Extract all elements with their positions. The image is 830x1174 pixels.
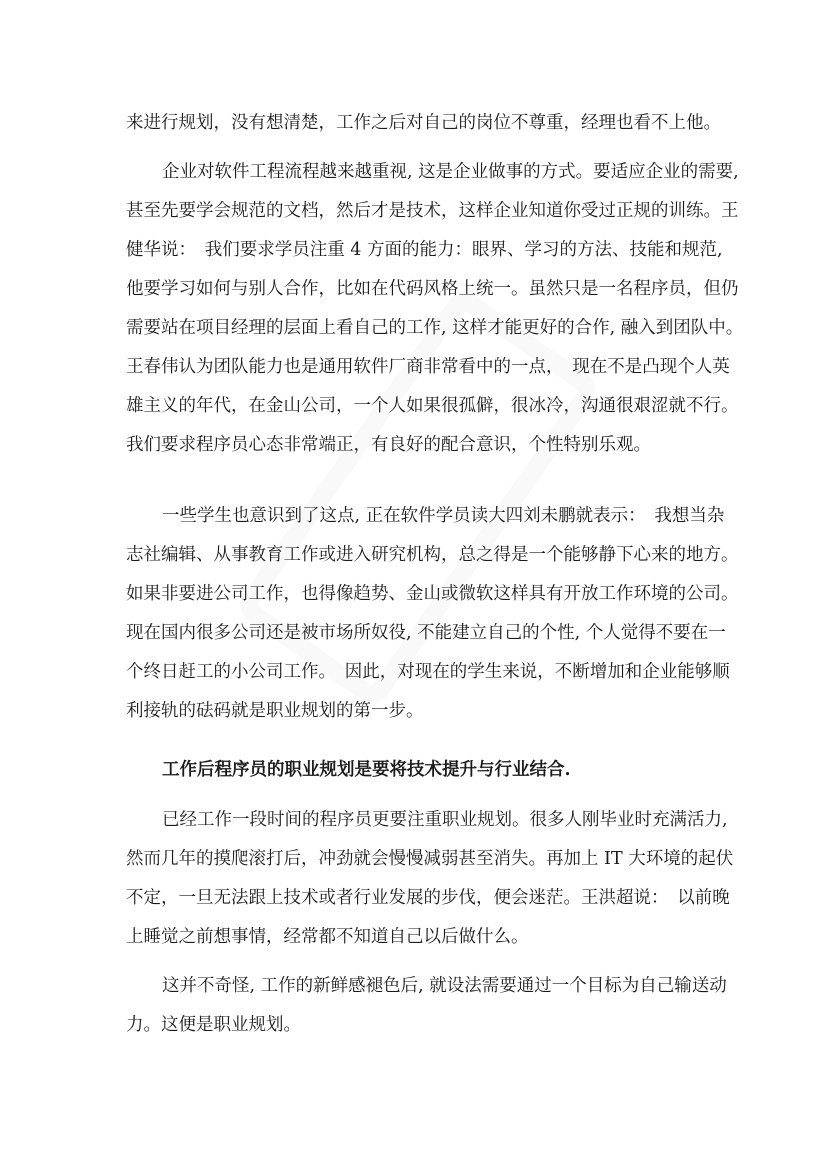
text-line: 工作后程序员的职业规划是要将技术提升与行业结合. xyxy=(162,760,571,780)
text-line: 已经工作一段时间的程序员更要注重职业规划。很多人刚毕业时充满活力, xyxy=(162,810,728,830)
text-line: 志社编辑、从事教育工作或进入研究机构，总之得是一个能够静下心来的地方。 xyxy=(126,545,739,565)
text-line: 来进行规划，没有想清楚，工作之后对自己的岗位不尊重，经理也看不上他。 xyxy=(126,113,721,133)
text-line: 需要站在项目经理的层面上看自己的工作, 这样才能更好的合作, 融入到团队中。 xyxy=(126,318,744,338)
text-line: 现在国内很多公司还是被市场所奴役, 不能建立自己的个性, 个人觉得不要在一 xyxy=(126,623,726,643)
text-line: 利接轨的砝码就是职业规划的第一步。 xyxy=(126,701,424,721)
watermark xyxy=(232,285,603,710)
text-line: 如果非要进公司工作，也得像趋势、金山或微软这样具有开放工作环境的公司。 xyxy=(126,584,739,604)
text-line: 这并不奇怪, 工作的新鲜感褪色后, 就设法需要通过一个目标为自己输送动 xyxy=(162,976,727,996)
text-line: 甚至先要学会规范的文档，然后才是技术，这样企业知道你受过正规的训练。王 xyxy=(126,201,739,221)
text-line: 我们要求程序员心态非常端正，有良好的配合意识，个性特别乐观。 xyxy=(126,435,651,455)
text-line: 不定，一旦无法跟上技术或者行业发展的步伐，便会迷茫。王洪超说： 以前晚 xyxy=(126,888,730,908)
text-line: 他要学习如何与别人合作，比如在代码风格上统一。虽然只是一名程序员，但仍 xyxy=(126,279,739,299)
text-line: 然而几年的摸爬滚打后，冲劲就会慢慢减弱甚至消失。再加上 IT 大环境的起伏 xyxy=(126,849,734,869)
text-line: 力。这便是职业规划。 xyxy=(126,1015,301,1035)
text-line: 企业对软件工程流程越来越重视, 这是企业做事的方式。要适应企业的需要, xyxy=(162,162,739,182)
text-line: 上睡觉之前想事情，经常都不知道自己以后做什么。 xyxy=(126,927,529,947)
text-line: 雄主义的年代，在金山公司，一个人如果很孤僻，很冰冷，沟通很艰涩就不行。 xyxy=(126,396,739,416)
text-line: 一些学生也意识到了这点, 正在软件学员读大四刘未鹏就表示： 我想当杂 xyxy=(162,506,725,526)
text-line: 健华说： 我们要求学员注重 4 方面的能力：眼界、学习的方法、技能和规范, xyxy=(126,240,723,260)
text-line: 个终日赶工的小公司工作。 因此，对现在的学生来说，不断增加和企业能够顺 xyxy=(126,662,730,682)
text-line: 王春伟认为团队能力也是通用软件厂商非常看中的一点， 现在不是凸现个人英 xyxy=(126,357,730,377)
